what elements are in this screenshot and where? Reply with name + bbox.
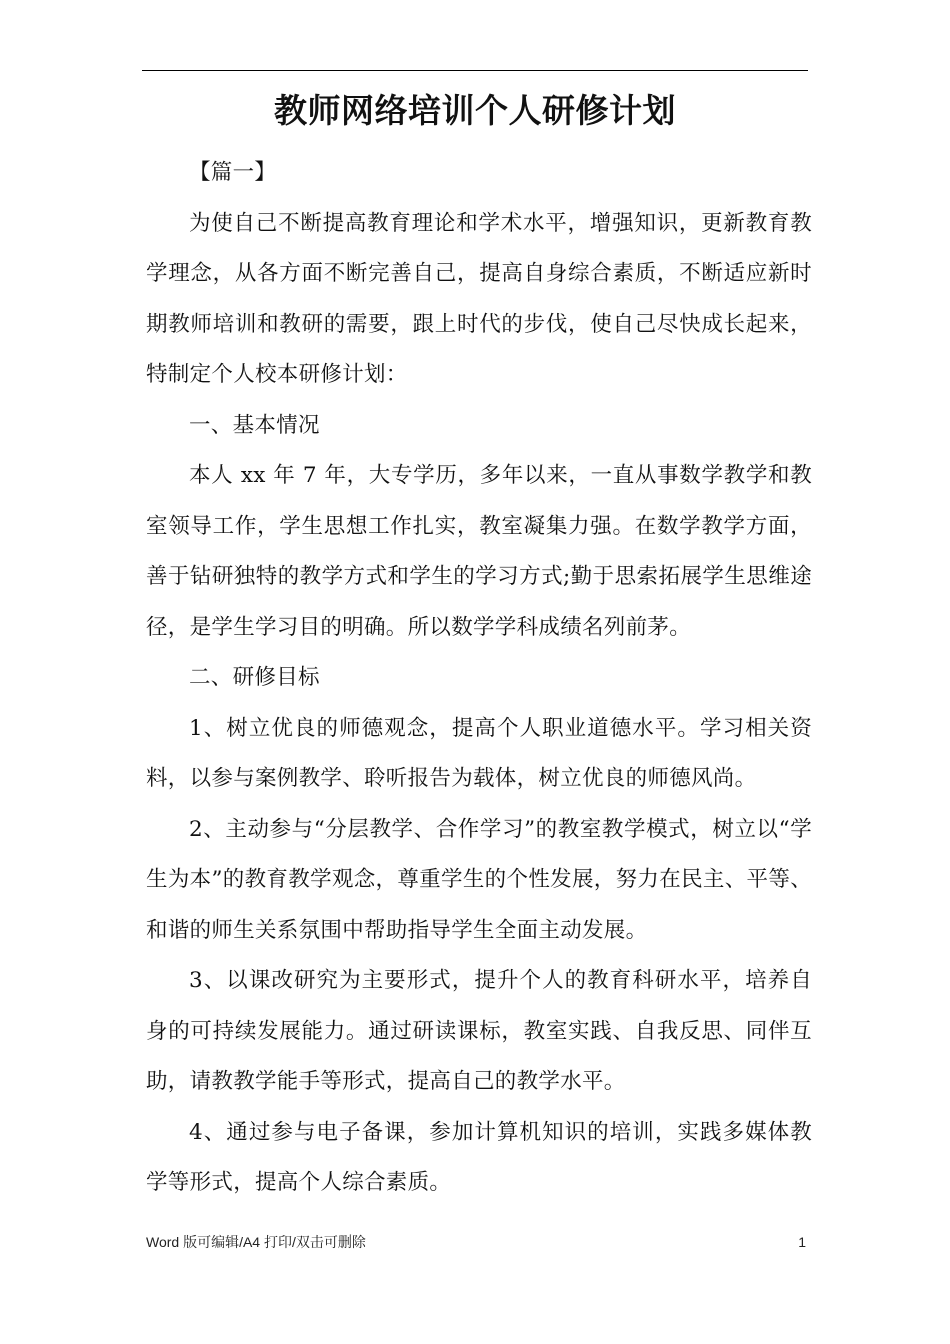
document-body: [146, 148, 812, 1209]
section-marker: 【篇一】: [189, 160, 277, 185]
heading-goals: 二、研修目标: [189, 665, 320, 690]
document-title: 教师网络培训个人研修计划: [274, 91, 676, 130]
goal-item-1: 1、树立优良的师德观念，提高个人职业道德水平。学习相关资料，以参与案例教学、聆听报告为载体，树立优良的师德风尚。: [146, 715, 812, 791]
header-rule: [142, 70, 808, 71]
goal-item-4: 4、通过参与电子备课，参加计算机知识的培训，实践多媒体教学等形式，提高个人综合素质。: [146, 1119, 812, 1195]
heading-basic-info: 一、基本情况: [189, 412, 320, 438]
page-number: 1: [798, 1234, 806, 1250]
footer-note: Word 版可编辑/A4 打印/双击可删除: [146, 1234, 366, 1250]
goal-item-3: 3、以课改研究为主要形式，提升个人的教育科研水平，培养自身的可持续发展能力。通过研读课标，教室实践、自我反思、同伴互助，请教教学能手等形式，提高自己的教学水平。: [146, 968, 812, 1094]
intro-paragraph: 为使自己不断提高教育理论和学术水平，增强知识，更新教育教学理念，从各方面不断完善自己，提高自身综合素质，不断适应新时期教师培训和教研的需要，跟上时代的步伐，使自己尽快成长起来，特制定个人校本研修计划：: [146, 210, 812, 387]
basic-info-paragraph: 本人 xx 年 7 年，大专学历，多年以来，一直从事数学教学和教室领导工作，学生思想工作扎实，教室凝集力强。在数学教学方面，善于钻研独特的教学方式和学生的学习方式;勤于思索拓展学生思维途径，是学生学习目的明确。所以数学学科成绩名列前茅。: [146, 463, 812, 640]
goal-item-2: 2、主动参与“分层教学、合作学习”的教室教学模式，树立以“学生为本”的教育教学观念，尊重学生的个性发展，努力在民主、平等、和谐的师生关系氛围中帮助指导学生全面主动发展。: [146, 816, 812, 943]
